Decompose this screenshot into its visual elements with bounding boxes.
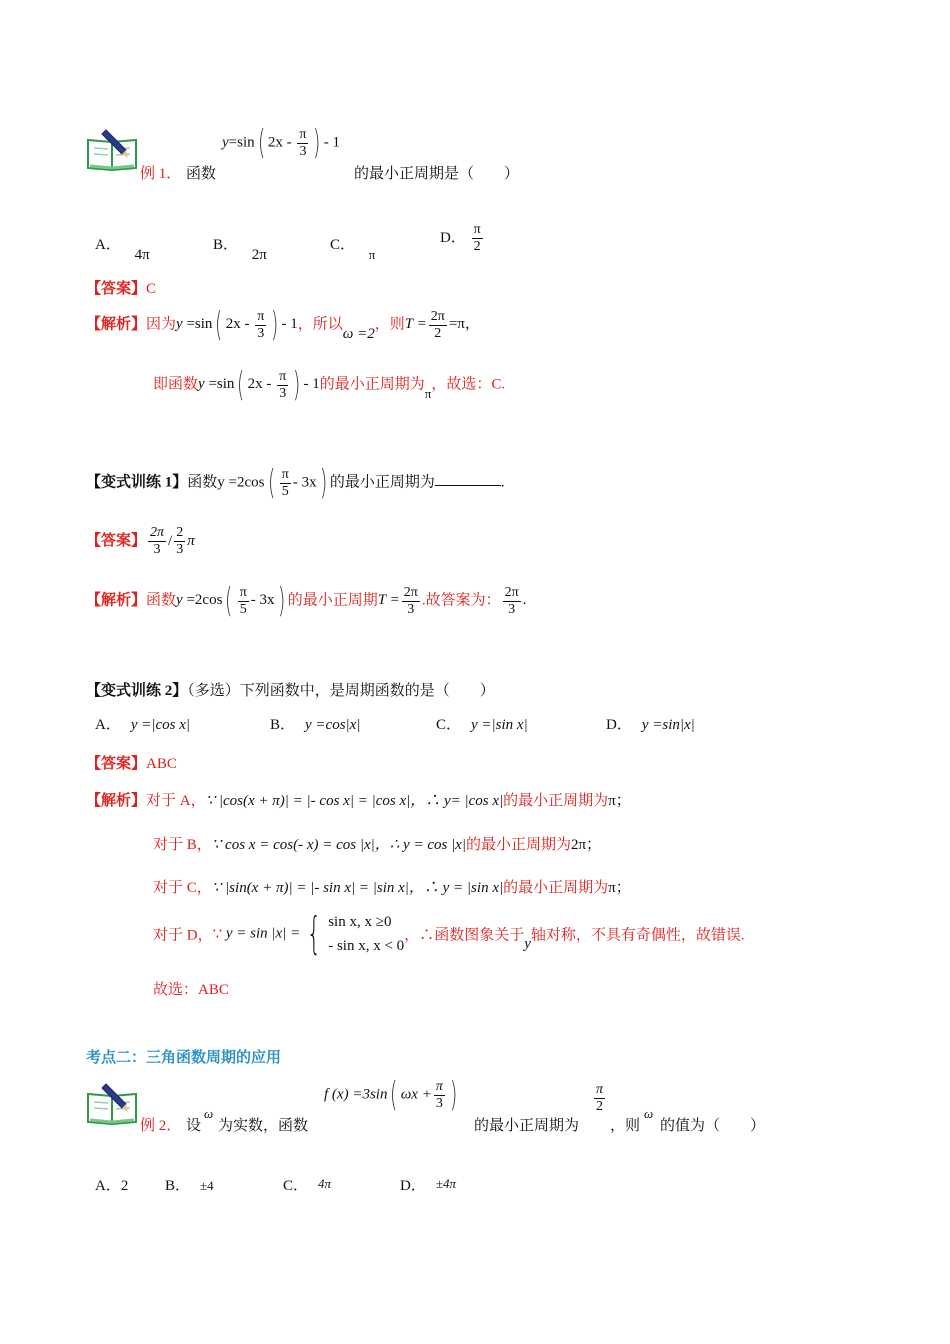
- v2-option-b[interactable]: B． y =cos|x|: [270, 717, 361, 733]
- analysis-line-1: 【解析】因为y =sin( 2x - $\frac{\pi}{3}$ ) - 1，所以ω =2，则T = $\frac{2\pi}{2}$ =π，: [86, 305, 480, 345]
- answer-blank[interactable]: [435, 471, 501, 486]
- option-b[interactable]: B． 2π: [213, 237, 267, 263]
- ex2-option-d[interactable]: D． ±4π: [400, 1176, 456, 1194]
- variant-2-question: 【变式训练 2】（多选）下列函数中，是周期函数的是（ ）: [86, 683, 495, 699]
- analysis-line-2: 即函数y =sin( 2x - $\frac{\pi}{3}$ ) - 1的最小正周期为π，故选：C.: [153, 365, 506, 405]
- v2-select: 故选：ABC: [153, 982, 229, 998]
- example-2-question: 例 2． 设 ω 为实数，函数 f (x) =3sin( ωx + $\frac{\pi}{3}$ ) 的最小正周期为 $\frac{\pi}{2}$ ，则 ω 的值为（ ）: [140, 1075, 766, 1134]
- v2-analysis-c: 对于 C，∵ |sin(x + π)| = |- sin x| = |sin x|，∴ y = |sin x|的最小正周期为π；: [153, 880, 631, 896]
- variant-2-answer: 【答案】ABC: [86, 756, 177, 772]
- book-icon-2: [86, 1080, 140, 1126]
- example-label: 例 1．: [140, 166, 182, 182]
- v2-analysis-a: 【解析】对于 A，∵ |cos(x + π)| = |- cos x| = |cos x|，∴ y= |cos x|的最小正周期为π；: [86, 793, 631, 809]
- function-formula: f (x) =3sin( ωx + $\frac{\pi}{3}$ ): [324, 1075, 458, 1115]
- v2-analysis-b: 对于 B，∵ cos x = cos(- x) = cos |x|，∴ y = cos |x|的最小正周期为2π；: [153, 837, 602, 853]
- variant-1-answer: 【答案】 $\frac{2\pi}{3}$ / $\frac{2}{3}$ π: [86, 525, 195, 557]
- question-prefix: 函数: [186, 166, 217, 182]
- option-c[interactable]: C． π: [330, 237, 376, 262]
- v2-option-c[interactable]: C． y =|sin x|: [436, 717, 528, 733]
- question-suffix: 的最小正周期是（ ）: [354, 166, 520, 182]
- example-label: 例 2．: [140, 1118, 182, 1134]
- v2-option-a[interactable]: A． y =|cos x|: [95, 717, 191, 733]
- option-a[interactable]: A． 4π: [95, 237, 150, 263]
- ex2-option-b[interactable]: B． ±4: [165, 1178, 214, 1194]
- function-formula: y=sin( 2x - $\frac{\pi}{3}$ ) - 1: [222, 123, 340, 163]
- ex2-option-c[interactable]: C． 4π: [283, 1176, 332, 1194]
- answer-line: 【答案】C: [86, 281, 157, 297]
- ex2-option-a[interactable]: A．2: [95, 1178, 129, 1194]
- v2-analysis-d: 对于 D，∵ y = sin |x| = { sin x, x ≥0 - sin x, x < 0 ，∴函数图象关于y轴对称，不具有奇偶性，故错误.: [153, 908, 745, 959]
- variant-1-question: 【变式训练 1】函数y =2cos( $\frac{\pi}{5}$ - 3x) 的最小正周期为 .: [86, 463, 505, 503]
- option-d[interactable]: D． $\frac{\pi}{2}$: [440, 222, 481, 254]
- book-icon: [86, 126, 140, 172]
- section-title: 考点二：三角函数周期的应用: [86, 1050, 282, 1066]
- v2-option-d[interactable]: D． y =sin|x|: [606, 717, 695, 733]
- variant-1-analysis: 【解析】函数y =2cos( $\frac{\pi}{5}$ - 3x) 的最小正周期T = $\frac{2\pi}{3}$ .故答案为： $\frac{2\pi}{3}$ .: [86, 581, 527, 621]
